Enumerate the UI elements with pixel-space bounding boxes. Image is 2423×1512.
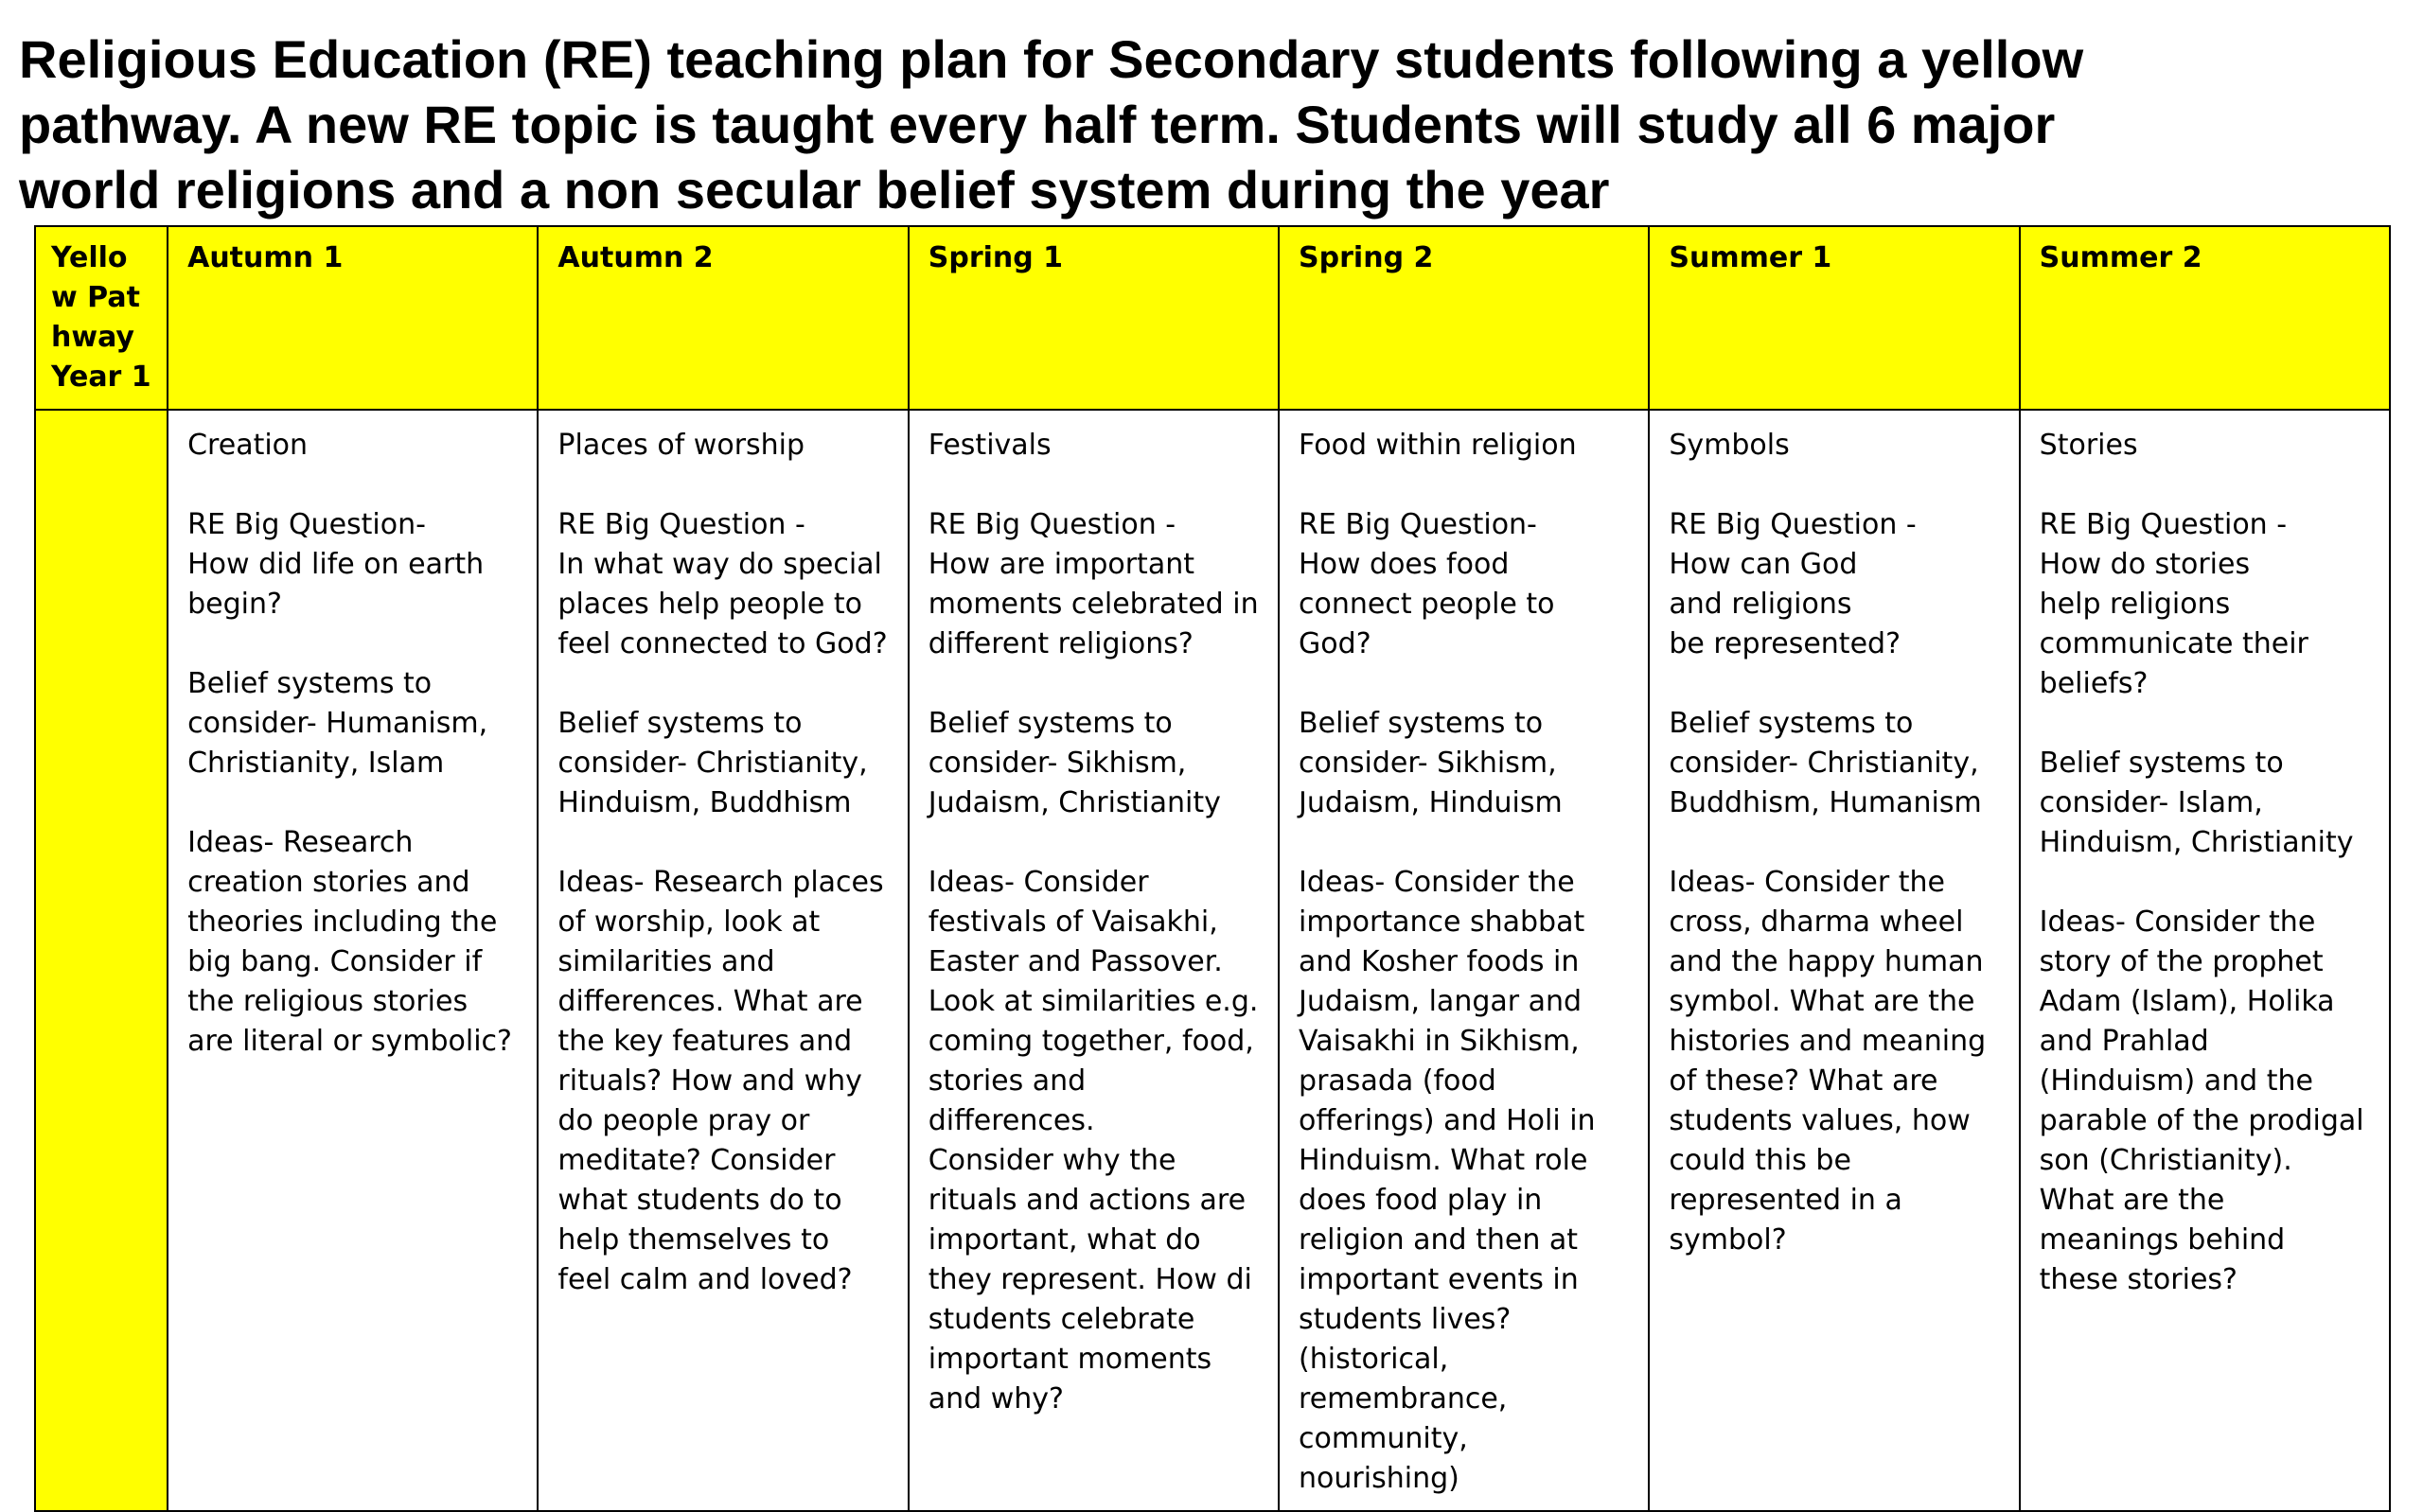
- teaching-plan-table: [34, 225, 2391, 1512]
- header-autumn-2: Autumn 2: [538, 226, 908, 410]
- header-autumn-1: Autumn 1: [168, 226, 538, 410]
- header-row: [35, 226, 2390, 410]
- cell-spring-2: Food within religion RE Big Question- How does food connect people to God? Belief systems to consider- Sikhism, Judaism, Hinduism Ideas- Consider the importance shabbat and Kosher foods in Judaism, langar and Vaisakhi in Sikhism, prasada (food offerings) and Holi in Hinduism. What role does food play in religion and then at important events in students lives? (historical, remembrance, community, nourishing): [1279, 410, 1649, 1511]
- pathway-year-header: Yellow Pathway Year 1: [35, 226, 168, 410]
- cell-spring-1: Festivals RE Big Question - How are important moments celebrated in different religions? Belief systems to consider- Sikhism, Judaism, Christianity Ideas- Consider festivals of Vaisakhi, Easter and Passover. Look at similarities e.g. coming together, food, stories and differences. Consider why the rituals and actions are important, what do they represent. How di students celebrate important moments and why?: [909, 410, 1279, 1511]
- pathway-color-cell: [35, 410, 168, 1511]
- page-title: Religious Education (RE) teaching plan for Secondary students following a yellow pathway. A new RE topic is taught every half term. Students will study all 6 major world religions and a non secular belief system during the year: [19, 29, 2084, 220]
- header-summer-2: Summer 2: [2020, 226, 2390, 410]
- cell-summer-2: Stories RE Big Question - How do stories help religions communicate their beliefs? Belief systems to consider- Islam, Hinduism, Christianity Ideas- Consider the story of the prophet Adam (Islam), Holika and Prahlad (Hinduism) and the parable of the prodigal son (Christianity). What are the meanings behind these stories?: [2020, 410, 2390, 1511]
- header-summer-1: Summer 1: [1649, 226, 2019, 410]
- header-spring-1: Spring 1: [909, 226, 1279, 410]
- topic-row: [35, 410, 2390, 1511]
- cell-summer-1: Symbols RE Big Question - How can God and religions be represented? Belief systems to consider- Christianity, Buddhism, Humanism Ideas- Consider the cross, dharma wheel and the happy human symbol. What are the histories and meaning of these? What are students values, how could this be represented in a symbol?: [1649, 410, 2019, 1511]
- cell-autumn-1: Creation RE Big Question- How did life on earth begin? Belief systems to consider- Humanism, Christianity, Islam Ideas- Research creation stories and theories including the big bang. Consider if the religious stories are literal or symbolic?: [168, 410, 538, 1511]
- cell-autumn-2: Places of worship RE Big Question - In what way do special places help people to feel connected to God? Belief systems to consider- Christianity, Hinduism, Buddhism Ideas- Research places of worship, look at similarities and differences. What are the key features and rituals? How and why do people pray or meditate? Consider what students do to help themselves to feel calm and loved?: [538, 410, 908, 1511]
- header-spring-2: Spring 2: [1279, 226, 1649, 410]
